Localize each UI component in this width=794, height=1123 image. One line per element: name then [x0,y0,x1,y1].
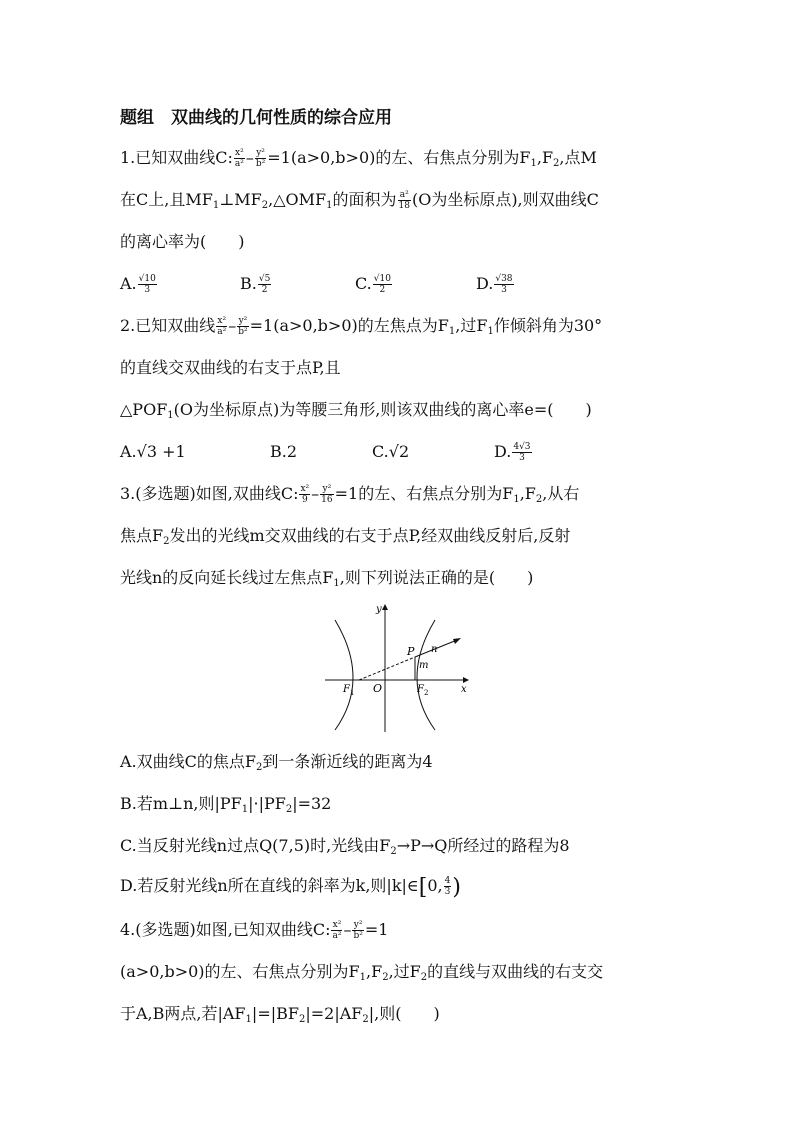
right-branch [417,620,438,730]
label-f2-sub: 2 [424,689,429,697]
dashed-line [359,657,415,680]
q3-option-b: B.若m⊥n,则$|PF_1|\cdot|PF_2|=32$ [120,794,332,815]
ray-n-arrow [453,638,461,644]
label-f1: F [343,684,350,695]
q3-option-c: C.当反射光线n过点Q(7,5)时,光线由$F_2\to P\to Q$所经过的路程为8 [120,836,570,857]
q3-line2: 焦点$F_2$发出的光线m交双曲线的右支于点P,经双曲线反射后,反射 [120,526,571,547]
q2-option-d: D. $\frac{4√3}{3}$ [494,442,531,463]
q1-line2: 在C上,且$MF_1\perp MF_2,\triangle OMF_1$的面积为 $\frac{\text{a²}}{18}$ (O为坐标原点),则双曲线C [120,190,599,211]
y-axis-arrow [382,604,388,610]
label-o: O [373,682,383,695]
x-axis-arrow [463,677,469,683]
q2-option-a: A.√3 +1 [120,442,186,461]
label-y: y [376,604,382,615]
q2-option-c: C.√2 [372,442,410,461]
label-f2: F [417,684,424,695]
q2-line2: 的直线交双曲线的右支于点P,且 [120,358,341,377]
q4-line3: 于A,B两点,若$|AF_1|=|BF_2|=2|AF_2|$,则( ) [120,1004,440,1025]
q3-line3: 光线n的反向延长线过左焦点$F_1$,则下列说法正确的是( ) [120,568,534,589]
section-title: 题组 双曲线的几何性质的综合应用 [120,108,392,128]
label-x: x [461,684,467,695]
q1-line3: 的离心率为( ) [120,232,245,251]
q2-option-b: B.2 [270,442,298,461]
label-m: m [419,660,429,671]
label-p: P [407,645,415,658]
label-n: n [431,644,438,655]
hyperbola-figure [325,600,475,735]
q3-option-d: D.若反射光线n所在直线的斜率为k,则|k|∈[0, $\frac{4}{3}$ ) [120,875,461,900]
q3-line1: 3.(多选题)如图,双曲线C: $\frac{\text{x²}}{9}$ – $\frac{\text{y²}}{16}$ =1的左、右焦点分别为$F_1,F_2$,从右 [120,484,580,505]
q4-line2: (a>0,b>0)的左、右焦点分别为$F_1,F_2$,过$F_2$的直线与双曲线的右支交 [120,962,604,983]
q1-option-b: B. $\frac{√5}{2}$ [240,274,271,295]
q1-option-a: A. $\frac{√10}{3}$ [120,274,156,295]
q4-line1: 4.(多选题)如图,已知双曲线C: $\frac{\text{x²}}{\text{a²}}$ – $\frac{\text{y²}}{\text{b²}}$ =1 [120,920,389,941]
q1-line1: 1.已知双曲线C: $\frac{\text{x²}}{\text{a²}}$ – $\frac{\text{y²}}{\text{b²}}$ =1(a>0,b>0)的左、右焦点分别为$F_1,F_2$,点M [120,148,597,169]
q1-option-c: C. $\frac{√10}{2}$ [355,274,391,295]
left-branch [335,620,353,730]
q2-line3: $\triangle POF_1(O$为坐标原点)为等腰三角形,则该双曲线的离心率e=( ) [120,400,592,421]
q3-option-a: A.双曲线C的焦点$F_2$到一条渐近线的距离为4 [120,752,433,773]
q1-option-d: D. $\frac{√38}{3}$ [476,274,513,295]
label-f1-sub: 1 [350,689,355,697]
q2-line1: 2.已知双曲线 $\frac{\text{x²}}{\text{a²}}$ – $\frac{\text{y²}}{\text{b²}}$ =1(a>0,b>0)的左焦点为$F_1$,过$F_1$作倾斜角为30° [120,316,603,337]
